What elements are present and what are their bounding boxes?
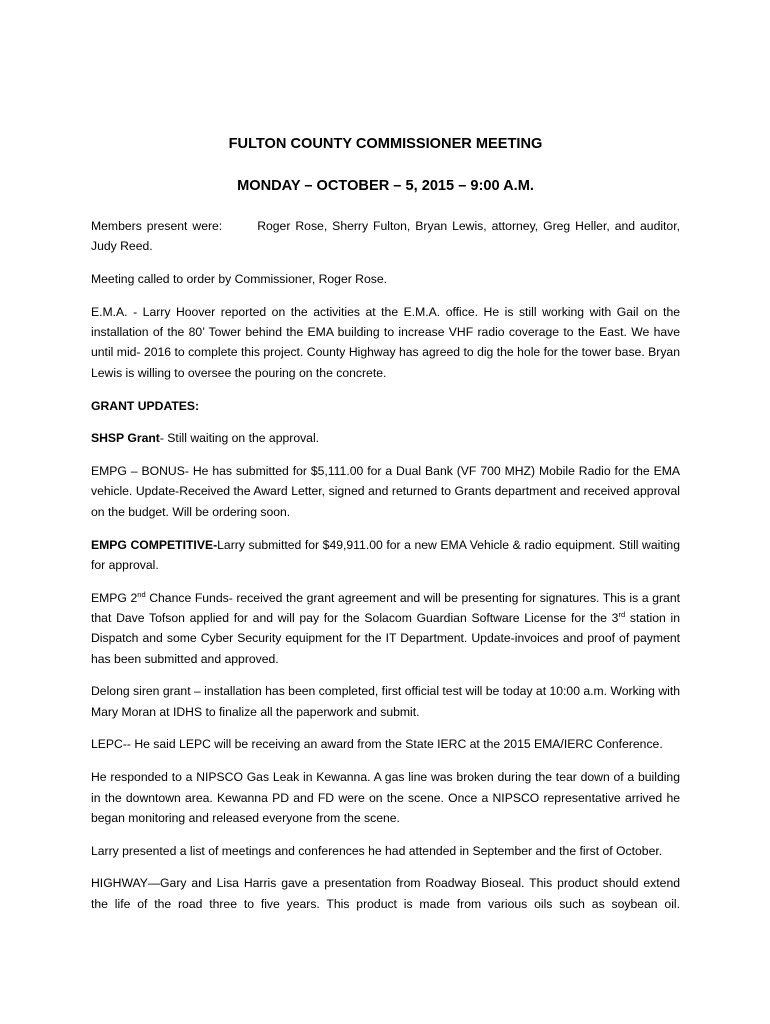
meeting-title: FULTON COUNTY COMMISSIONER MEETING [228, 136, 543, 152]
empg2-part3: station in Dispatch and some Cyber Security equipment for the IT Department. Update-invoices and proof of payment has been submitted and approved. [91, 610, 680, 666]
call-to-order-paragraph: Meeting called to order by Commissioner, Roger Rose. [91, 272, 388, 287]
members-label: Members present were: [91, 219, 223, 233]
shsp-text: - Still waiting on the approval. [159, 431, 320, 446]
empg-bonus-paragraph: EMPG – BONUS- He has submitted for $5,111.00 for a Dual Bank (VF 700 MHZ) Mobile Radio for the EMA vehicle. Update-Received the Award Letter, signed and returned to Grants department and received approval on the budget. Will be ordering soon. [91, 464, 680, 519]
empg-competitive-label: EMPG COMPETITIVE- [91, 537, 218, 552]
shsp-label: SHSP Grant [91, 431, 160, 446]
lepc-paragraph: LEPC-- He said LEPC will be receiving an award from the State IERC at the 2015 EMA/IERC Conference. [91, 737, 663, 752]
empg-competitive-paragraph [91, 535, 680, 576]
empg2-part1: EMPG 2 [91, 590, 138, 605]
grant-updates-heading: GRANT UPDATES: [91, 398, 200, 413]
ema-paragraph: E.M.A. - Larry Hoover reported on the activities at the E.M.A. office. He is still working with Gail on the installation of the 80’ Tower behind the EMA building to increase VHF radio coverage to the East. We have until mid- 2016 to complete this project. County Highway has agreed to dig the hole for the tower base. Bryan Lewis is willing to oversee the pouring on the concrete. [91, 304, 680, 380]
meetings-paragraph: Larry presented a list of meetings and conferences he had attended in September and the first of October. [91, 843, 663, 858]
meeting-date: MONDAY – OCTOBER – 5, 2015 – 9:00 A.M. [237, 178, 534, 194]
shsp-paragraph [91, 428, 680, 448]
members-list: Roger Rose, Sherry Fulton, Bryan Lewis, attorney, Greg Heller, and auditor, Judy Reed. [91, 219, 680, 254]
delong-paragraph: Delong siren grant – installation has been completed, first official test will be today at 10:00 a.m. Working with Mary Moran at IDHS to finalize all the paperwork and submit. [91, 684, 680, 719]
empg-competitive-text: Larry submitted for $49,911.00 for a new EMA Vehicle & radio equipment. Still waiting for approval. [91, 537, 680, 572]
empg2-sup1: nd [137, 589, 146, 599]
empg2-part2: Chance Funds- received the grant agreement and will be presenting for signatures. This is a grant that Dave Tofson applied for and will pay for the Solacom Guardian Software License for the 3 [91, 590, 680, 625]
empg-second-chance-paragraph [91, 588, 680, 669]
document-body [91, 128, 680, 914]
highway-paragraph: HIGHWAY—Gary and Lisa Harris gave a presentation from Roadway Bioseal. This product should extend the life of the road three to five years. This product is made from various oils such as soybean oil. [91, 876, 680, 911]
nipsco-paragraph: He responded to a NIPSCO Gas Leak in Kewanna. A gas line was broken during the tear down of a building in the downtown area. Kewanna PD and FD were on the scene. Once a NIPSCO representative arrived he began monitoring and released everyone from the scene. [91, 770, 680, 825]
empg2-sup2: rd [618, 609, 626, 619]
members-paragraph [91, 216, 680, 257]
